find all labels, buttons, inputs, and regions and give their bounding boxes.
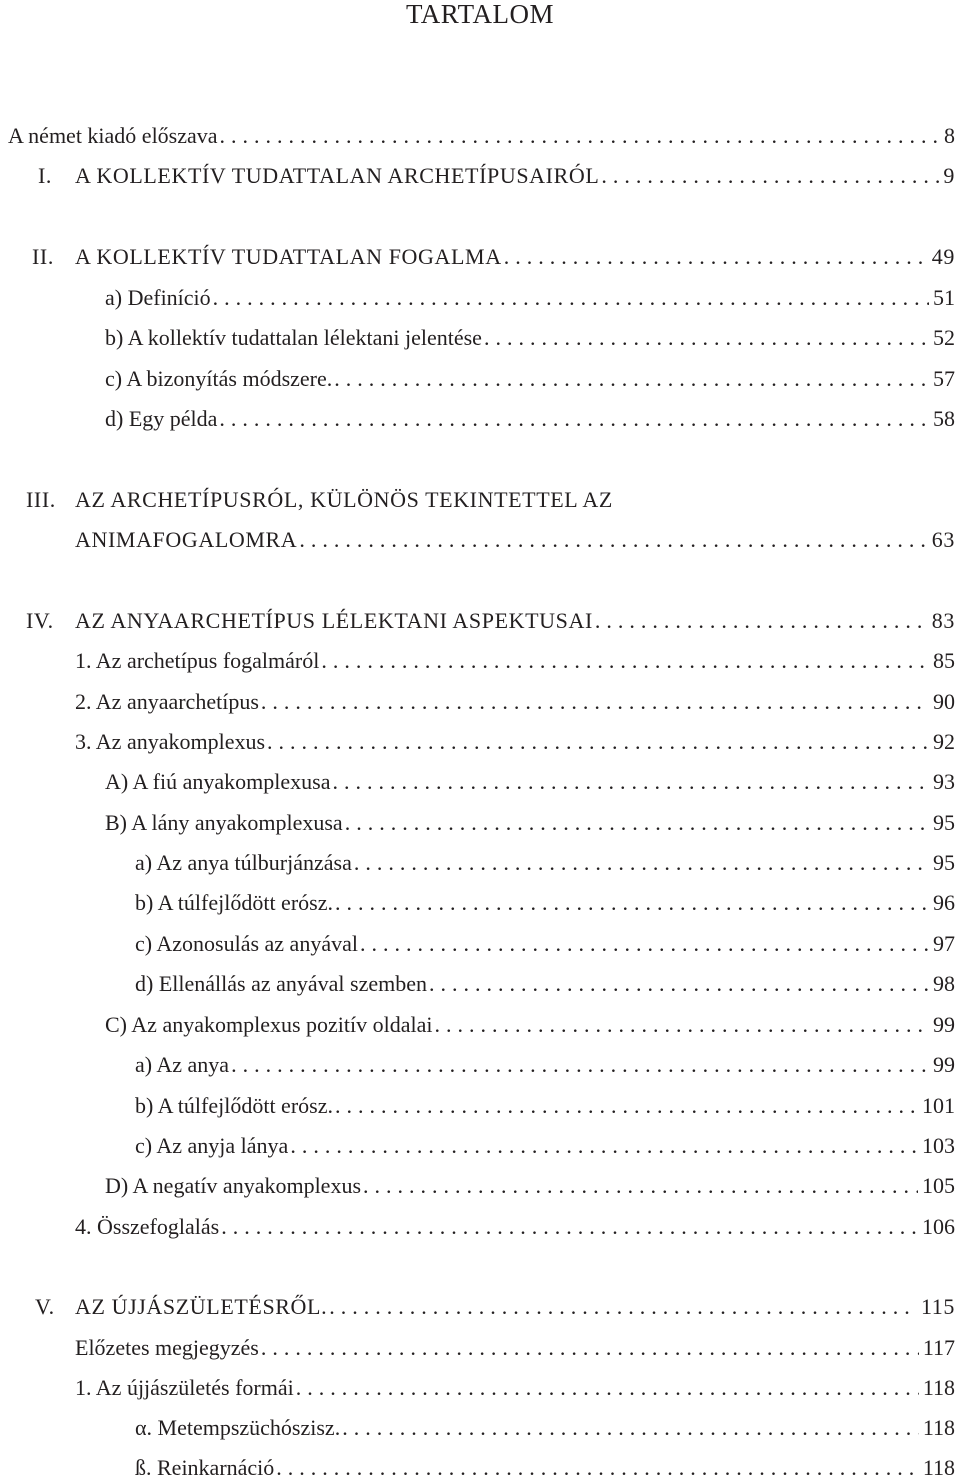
toc-entry xyxy=(0,524,955,556)
toc-entry-text xyxy=(105,403,955,435)
toc-entry-text xyxy=(135,1090,955,1122)
leader-dots xyxy=(330,766,929,798)
toc-entry-text xyxy=(75,524,955,556)
toc-entry-label: A KOLLEKTÍV TUDATTALAN ARCHETÍPUSAIRÓL xyxy=(75,160,599,192)
toc-entry xyxy=(0,928,955,960)
toc-entry-page: 96 xyxy=(933,890,955,915)
toc-entry-page: 103 xyxy=(922,1133,955,1158)
toc-entry-label: B) A lány anyakomplexusa xyxy=(105,807,343,839)
toc-entry-text xyxy=(75,1372,955,1404)
toc-entry-label: d) Ellenállás az anyával szemben xyxy=(135,968,427,1000)
toc-entry xyxy=(0,1130,955,1162)
toc-entry xyxy=(0,1452,955,1484)
toc-entry-page: 95 xyxy=(933,810,955,835)
leader-dots xyxy=(218,120,940,152)
toc-entry-page: 63 xyxy=(931,527,955,552)
leader-dots xyxy=(294,1372,919,1404)
toc-entry xyxy=(0,766,955,798)
toc-entry-text xyxy=(75,726,955,758)
toc-entry-label: c) A bizonyítás módszere. xyxy=(105,363,332,395)
toc-entry-label: A KOLLEKTÍV TUDATTALAN FOGALMA xyxy=(75,241,502,273)
leader-dots xyxy=(433,1009,930,1041)
toc-entry-page: 115 xyxy=(921,1294,955,1319)
toc-entry-label: α. Metempszüchószisz. xyxy=(135,1412,340,1444)
leader-dots xyxy=(427,968,929,1000)
toc-entry-text xyxy=(8,120,955,152)
toc-entry-page: 98 xyxy=(933,971,955,996)
toc-entry-page: 117 xyxy=(922,1335,955,1360)
toc-entry-page: 92 xyxy=(933,729,955,754)
toc-entry-page: 9 xyxy=(943,163,955,188)
leader-dots xyxy=(358,928,929,960)
toc-entry-page: 99 xyxy=(933,1012,955,1037)
leader-dots xyxy=(297,524,927,556)
toc-entry-label: ANIMAFOGALOMRA xyxy=(75,524,297,556)
toc-entry-page: 49 xyxy=(931,244,955,269)
toc-entry xyxy=(0,282,955,314)
toc-entry-text xyxy=(135,1130,955,1162)
leader-dots xyxy=(219,1211,918,1243)
toc-entry-page: 118 xyxy=(922,1455,955,1480)
leader-dots xyxy=(333,1090,918,1122)
toc-entry-text xyxy=(105,282,955,314)
toc-entry-page: 57 xyxy=(933,366,955,391)
leader-dots xyxy=(211,282,929,314)
toc-entry-text xyxy=(135,887,955,919)
toc-entry xyxy=(0,1211,955,1243)
leader-dots xyxy=(259,1332,919,1364)
toc-entry xyxy=(0,887,955,919)
toc-entry-page: 101 xyxy=(922,1093,955,1118)
chapter-number: II. xyxy=(32,244,54,269)
toc-entry-page: 58 xyxy=(933,406,955,431)
toc-entry-text xyxy=(75,605,955,637)
chapter-number: V. xyxy=(35,1294,55,1319)
toc-entry-page: 106 xyxy=(922,1214,955,1239)
toc-entry-page: 93 xyxy=(933,769,955,794)
toc-entry-label: c) Az anyja lánya xyxy=(135,1130,288,1162)
toc-entry-text xyxy=(75,1332,955,1364)
toc-entry-label: d) Egy példa xyxy=(105,403,217,435)
toc-entry-page: 118 xyxy=(922,1375,955,1400)
toc-entry-page: 105 xyxy=(922,1173,955,1198)
toc-entry xyxy=(0,1049,955,1081)
toc-entry-text xyxy=(135,1452,955,1484)
toc-entry-label: AZ ARCHETÍPUSRÓL, KÜLÖNÖS TEKINTETTEL AZ xyxy=(75,484,613,516)
toc-entry-text xyxy=(75,1211,955,1243)
toc-entry-page: 99 xyxy=(933,1052,955,1077)
leader-dots xyxy=(593,605,928,637)
toc-entry-text xyxy=(135,1049,955,1081)
toc-entry-label: AZ ÚJJÁSZÜLETÉSRŐL. xyxy=(75,1291,327,1323)
toc-entry xyxy=(0,363,955,395)
leader-dots xyxy=(340,1412,919,1444)
toc-entry xyxy=(0,120,955,152)
toc-entry-label: c) Azonosulás az anyával xyxy=(135,928,358,960)
toc-entry xyxy=(0,847,955,879)
toc-entry-label: C) Az anyakomplexus pozitív oldalai xyxy=(105,1009,433,1041)
toc-entry xyxy=(0,1412,955,1444)
toc-entry-text xyxy=(75,1291,955,1323)
toc-entry-label: a) Az anya xyxy=(135,1049,229,1081)
toc-entry-text xyxy=(105,1009,955,1041)
toc-entry-label: A német kiadó előszava xyxy=(8,120,218,152)
toc-entry xyxy=(0,1291,955,1323)
toc-entry xyxy=(0,484,955,516)
toc-entry-label: 1. Az archetípus fogalmáról xyxy=(75,645,319,677)
toc-entry-label: b) A kollektív tudattalan lélektani jelentése xyxy=(105,322,482,354)
toc-entry-label: 2. Az anyaarchetípus xyxy=(75,686,259,718)
toc-entry xyxy=(0,1372,955,1404)
toc-entry-text xyxy=(105,766,955,798)
toc-entry-page: 118 xyxy=(922,1415,955,1440)
leader-dots xyxy=(327,1291,917,1323)
toc-entry xyxy=(0,1170,955,1202)
leader-dots xyxy=(229,1049,929,1081)
toc-entry-label: b) A túlfejlődött erósz. xyxy=(135,1090,333,1122)
toc-entry-text xyxy=(105,322,955,354)
toc-entry xyxy=(0,605,955,637)
toc-entry-page: 97 xyxy=(933,931,955,956)
chapter-number: I. xyxy=(38,163,53,188)
toc-entry-page: 51 xyxy=(933,285,955,310)
toc-entry xyxy=(0,1090,955,1122)
toc-entry-text xyxy=(75,645,955,677)
toc-entry-text xyxy=(75,241,955,273)
toc-entry-page: 52 xyxy=(933,325,955,350)
toc-entry xyxy=(0,403,955,435)
toc-entry-label: a) Az anya túlburjánzása xyxy=(135,847,352,879)
leader-dots xyxy=(361,1170,918,1202)
leader-dots xyxy=(332,363,929,395)
chapter-number: III. xyxy=(26,487,56,512)
toc-entry-label: b) A túlfejlődött erósz. xyxy=(135,887,333,919)
leader-dots xyxy=(502,241,928,273)
toc-entry-text xyxy=(135,1412,955,1444)
toc-entry-text xyxy=(105,807,955,839)
toc-entry xyxy=(0,1332,955,1364)
toc-entry xyxy=(0,1009,955,1041)
toc-entry xyxy=(0,726,955,758)
leader-dots xyxy=(265,726,929,758)
leader-dots xyxy=(343,807,929,839)
toc-entry-text xyxy=(135,928,955,960)
toc-entry xyxy=(0,241,955,273)
leader-dots xyxy=(599,160,939,192)
toc-entry xyxy=(0,686,955,718)
toc-entry-label: 3. Az anyakomplexus xyxy=(75,726,265,758)
leader-dots xyxy=(217,403,929,435)
chapter-number: IV. xyxy=(26,608,54,633)
toc-entry-text xyxy=(105,363,955,395)
leader-dots xyxy=(333,887,929,919)
toc-entry xyxy=(0,322,955,354)
toc-entry-label: a) Definíció xyxy=(105,282,211,314)
toc-entry-label: Előzetes megjegyzés xyxy=(75,1332,259,1364)
leader-dots xyxy=(319,645,929,677)
toc-entry-page: 85 xyxy=(933,648,955,673)
leader-dots xyxy=(274,1452,919,1484)
page-title: TARTALOM xyxy=(405,0,555,29)
toc-entry-text xyxy=(135,847,955,879)
toc-entry-text xyxy=(75,160,955,192)
toc-entry xyxy=(0,807,955,839)
toc-entry xyxy=(0,645,955,677)
toc-entry-label: A) A fiú anyakomplexusa xyxy=(105,766,330,798)
toc-entry-label: AZ ANYAARCHETÍPUS LÉLEKTANI ASPEKTUSAI xyxy=(75,605,593,637)
toc-entry-text xyxy=(135,968,955,1000)
toc-entry-page: 8 xyxy=(944,123,955,148)
leader-dots xyxy=(352,847,929,879)
toc-entry-label: ß. Reinkarnáció xyxy=(135,1452,274,1484)
toc-entry-page: 83 xyxy=(931,608,955,633)
toc-entry-label: 4. Összefoglalás xyxy=(75,1211,219,1243)
toc-entry-label: D) A negatív anyakomplexus xyxy=(105,1170,361,1202)
toc-entry-label: 1. Az újjászületés formái xyxy=(75,1372,294,1404)
leader-dots xyxy=(288,1130,918,1162)
toc-entry-text xyxy=(105,1170,955,1202)
leader-dots xyxy=(259,686,929,718)
toc-entry-page: 90 xyxy=(933,689,955,714)
toc-entry-text xyxy=(75,686,955,718)
toc-entry xyxy=(0,968,955,1000)
leader-dots xyxy=(482,322,929,354)
toc-entry-page: 95 xyxy=(933,850,955,875)
toc-entry xyxy=(0,160,955,192)
